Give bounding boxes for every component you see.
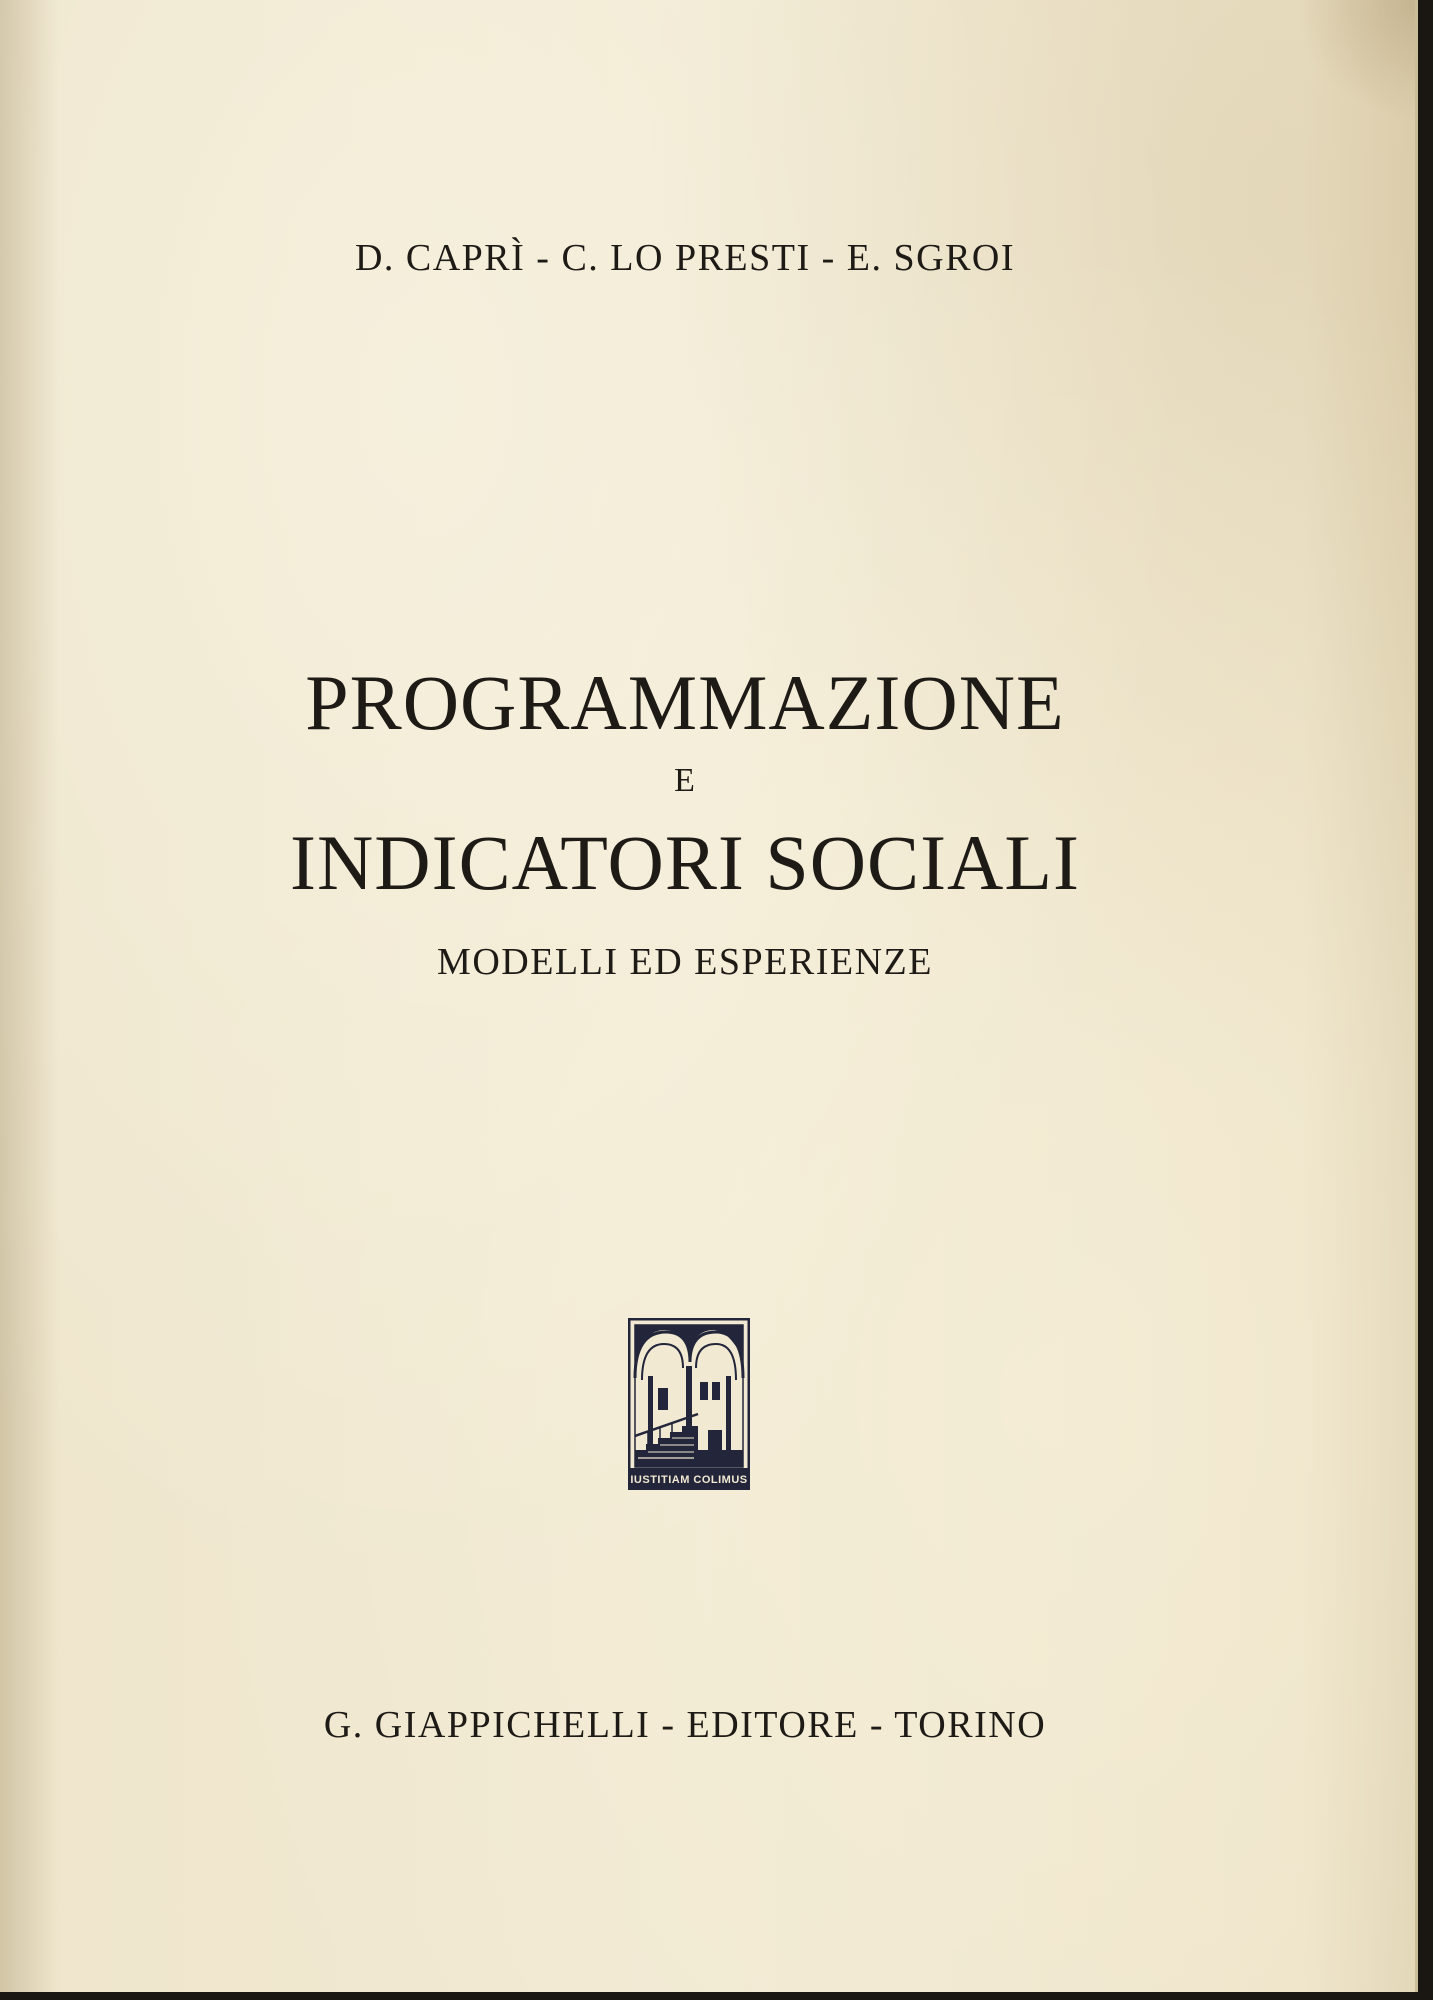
authors: D. CAPRÌ - C. LO PRESTI - E. SGROI	[354, 237, 1016, 279]
corner-wear	[1295, 0, 1415, 120]
subtitle: MODELLI ED ESPERIENZE	[437, 941, 933, 983]
publisher-logo-icon	[628, 1318, 750, 1490]
title-line-2: INDICATORI SOCIALI	[289, 819, 1081, 906]
title-line-1: PROGRAMMAZIONE	[305, 659, 1065, 746]
spine-shadow	[0, 0, 60, 1992]
title-conjunction: E	[674, 762, 696, 799]
publisher: G. GIAPPICHELLI - EDITORE - TORINO	[323, 1704, 1047, 1746]
logo-motto: IUSTITIAM COLIMUS	[630, 1474, 748, 1486]
